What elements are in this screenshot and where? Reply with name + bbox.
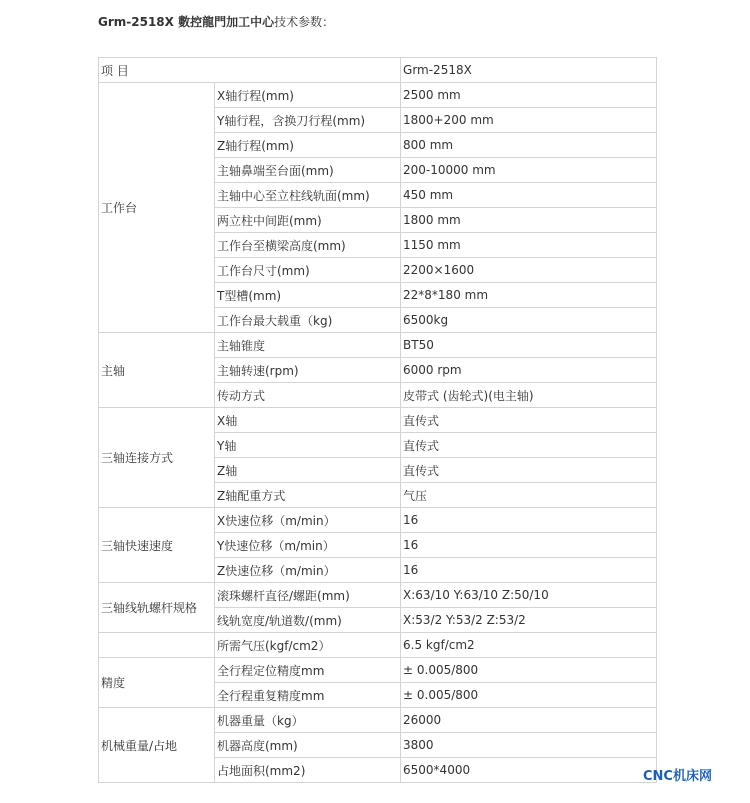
group-name-cell: 主轴 [99,333,215,408]
value-cell: X:53/2 Y:53/2 Z:53/2 [401,608,657,633]
param-cell: 所需气压(kgf/cm2） [215,633,401,658]
param-cell: 线轨宽度/轨道数/(mm) [215,608,401,633]
group-name-cell: 工作台 [99,83,215,333]
value-cell: 皮带式 (齿轮式)(电主轴) [401,383,657,408]
table-row [99,658,657,683]
spec-table [98,57,657,783]
value-cell: 6000 rpm [401,358,657,383]
param-cell: 两立柱中间距(mm) [215,208,401,233]
param-cell: T型槽(mm) [215,283,401,308]
table-header-row [99,58,657,83]
param-cell: X轴 [215,408,401,433]
group-name-cell: 三轴线轨螺杆规格 [99,583,215,633]
value-cell: 3800 [401,733,657,758]
header-label: 项 目 [99,58,401,83]
param-cell: 工作台最大载重（kg) [215,308,401,333]
group-name-cell: 机械重量/占地 [99,708,215,783]
param-cell: 全行程定位精度mm [215,658,401,683]
value-cell: 16 [401,533,657,558]
param-cell: 全行程重复精度mm [215,683,401,708]
value-cell: ± 0.005/800 [401,683,657,708]
group-name-cell: 三轴快速速度 [99,508,215,583]
param-cell: X轴行程(mm) [215,83,401,108]
value-cell: 直传式 [401,458,657,483]
param-cell: 主轴锥度 [215,333,401,358]
table-row [99,633,657,658]
value-cell: 16 [401,558,657,583]
param-cell: 机器高度(mm) [215,733,401,758]
param-cell: 占地面积(mm2) [215,758,401,783]
param-cell: 机器重量（kg） [215,708,401,733]
value-cell: 2200×1600 [401,258,657,283]
value-cell: 2500 mm [401,83,657,108]
value-cell: 1150 mm [401,233,657,258]
value-cell: ± 0.005/800 [401,658,657,683]
watermark-logo: CNC机床网 [643,769,712,784]
group-name-cell: 精度 [99,658,215,708]
value-cell: 16 [401,508,657,533]
param-cell: Z快速位移（m/min） [215,558,401,583]
param-cell: Y轴 [215,433,401,458]
table-row [99,83,657,108]
value-cell: 6500*4000 [401,758,657,783]
value-cell: 22*8*180 mm [401,283,657,308]
title-suffix: 技术参数： [274,15,335,29]
param-cell: Z轴行程(mm) [215,133,401,158]
param-cell: Y快速位移（m/min） [215,533,401,558]
value-cell: BT50 [401,333,657,358]
value-cell: 26000 [401,708,657,733]
value-cell: 直传式 [401,408,657,433]
header-value: Grm-2518X [401,58,657,83]
param-cell: Z轴 [215,458,401,483]
param-cell: 主轴鼻端至台面(mm) [215,158,401,183]
title-model: Grm-2518X 數控龍門加工中心 [98,15,275,29]
value-cell: 800 mm [401,133,657,158]
group-name-cell [99,633,215,658]
param-cell: Z轴配重方式 [215,483,401,508]
value-cell: X:63/10 Y:63/10 Z:50/10 [401,583,657,608]
param-cell: X快速位移（m/min） [215,508,401,533]
table-row [99,408,657,433]
param-cell: 传动方式 [215,383,401,408]
value-cell: 6500kg [401,308,657,333]
table-row [99,708,657,733]
param-cell: 主轴转速(rpm) [215,358,401,383]
value-cell: 1800+200 mm [401,108,657,133]
param-cell: Y轴行程，含换刀行程(mm) [215,108,401,133]
value-cell: 200-10000 mm [401,158,657,183]
page-title [98,13,334,30]
param-cell: 工作台至横梁高度(mm) [215,233,401,258]
param-cell: 滚珠螺杆直径/螺距(mm) [215,583,401,608]
value-cell: 6.5 kgf/cm2 [401,633,657,658]
value-cell: 450 mm [401,183,657,208]
param-cell: 主轴中心至立柱线轨面(mm) [215,183,401,208]
value-cell: 1800 mm [401,208,657,233]
param-cell: 工作台尺寸(mm) [215,258,401,283]
table-row [99,583,657,608]
value-cell: 气压 [401,483,657,508]
table-row [99,333,657,358]
group-name-cell: 三轴连接方式 [99,408,215,508]
value-cell: 直传式 [401,433,657,458]
table-row [99,508,657,533]
